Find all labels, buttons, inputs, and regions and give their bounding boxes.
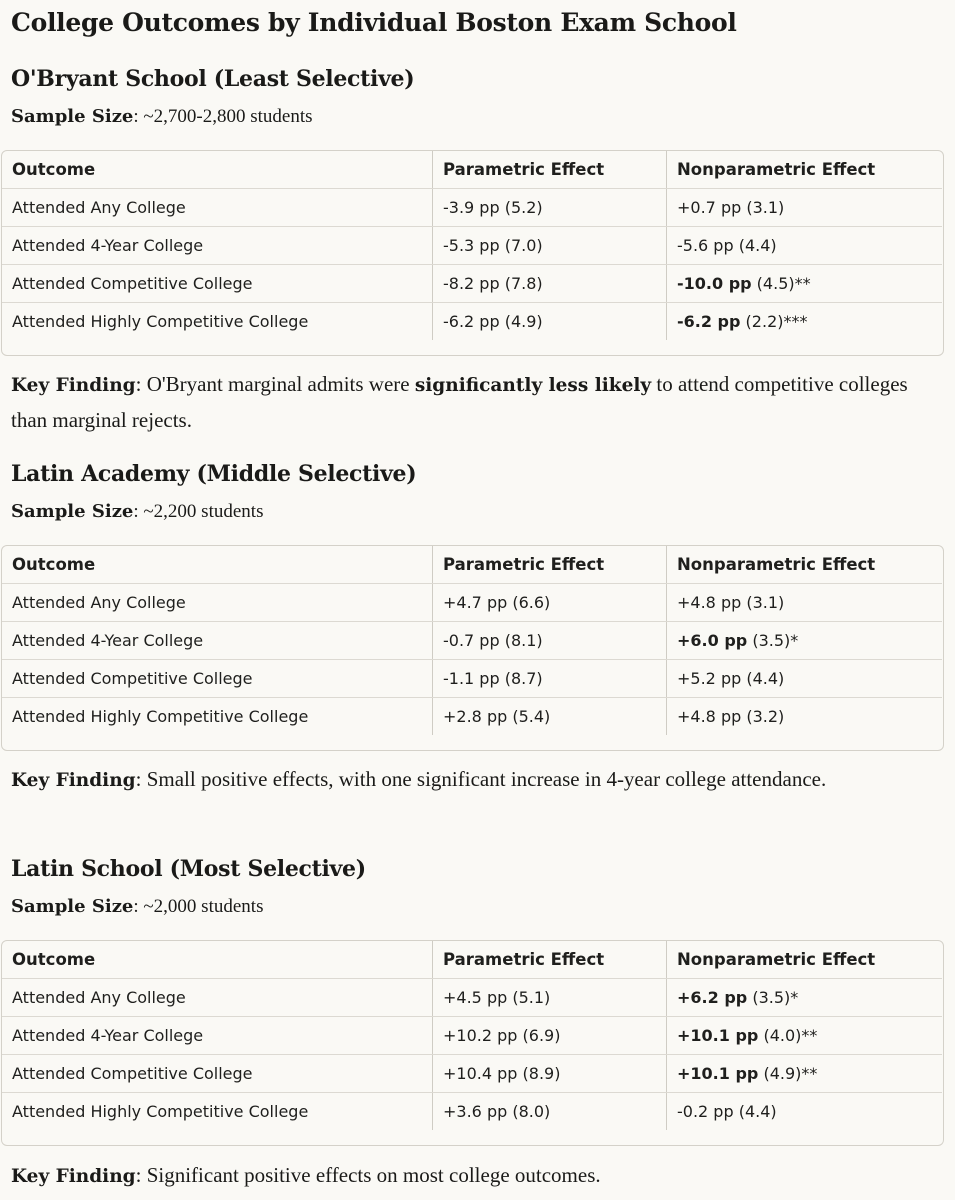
header-parametric: Parametric Effect bbox=[433, 151, 667, 189]
sample-size-value: : ~2,700-2,800 students bbox=[133, 106, 313, 127]
header-outcome: Outcome bbox=[2, 941, 433, 979]
cell-outcome: Attended Any College bbox=[2, 979, 433, 1017]
cell-nonparametric-bold: -6.2 pp bbox=[677, 312, 741, 331]
cell-nonparametric-rest: +4.8 pp (3.1) bbox=[677, 593, 785, 612]
table-row bbox=[2, 698, 942, 736]
table-row bbox=[2, 622, 942, 660]
cell-outcome: Attended Competitive College bbox=[2, 1055, 433, 1093]
header-nonparametric: Nonparametric Effect bbox=[667, 546, 943, 584]
sample-size bbox=[11, 896, 263, 918]
results-table bbox=[1, 150, 944, 356]
cell-nonparametric-rest: (3.5)* bbox=[747, 631, 799, 650]
cell-outcome: Attended 4-Year College bbox=[2, 1017, 433, 1055]
sample-size-label: Sample Size bbox=[11, 896, 134, 917]
sample-size bbox=[11, 106, 313, 128]
cell-nonparametric-rest: (4.0)** bbox=[758, 1026, 818, 1045]
cell-parametric: +2.8 pp (5.4) bbox=[433, 698, 667, 736]
table-header-row bbox=[2, 546, 942, 584]
key-finding-label: Key Finding bbox=[11, 375, 136, 396]
header-nonparametric: Nonparametric Effect bbox=[667, 941, 943, 979]
results-table bbox=[1, 940, 944, 1146]
cell-parametric: +3.6 pp (8.0) bbox=[433, 1093, 667, 1131]
key-finding-emphasis: significantly less likely bbox=[414, 375, 652, 396]
cell-nonparametric-rest: +0.7 pp (3.1) bbox=[677, 198, 785, 217]
key-finding-text-end: to attend competitive colleges than marginal rejects. bbox=[11, 372, 908, 432]
cell-parametric: +10.2 pp (6.9) bbox=[433, 1017, 667, 1055]
key-finding bbox=[11, 367, 911, 437]
key-finding-text: : Small positive effects, with one significant increase in 4-year college attendance. bbox=[135, 767, 827, 791]
table-header-row bbox=[2, 151, 942, 189]
table-header-row bbox=[2, 941, 942, 979]
table-row bbox=[2, 227, 942, 265]
cell-parametric: +4.7 pp (6.6) bbox=[433, 584, 667, 622]
cell-nonparametric bbox=[667, 189, 943, 227]
cell-nonparametric bbox=[667, 1055, 943, 1093]
cell-nonparametric-bold: +10.1 pp bbox=[677, 1026, 759, 1045]
page-title: College Outcomes by Individual Boston Exam School bbox=[11, 8, 737, 37]
cell-parametric: -8.2 pp (7.8) bbox=[433, 265, 667, 303]
cell-parametric: -6.2 pp (4.9) bbox=[433, 303, 667, 341]
header-parametric: Parametric Effect bbox=[433, 941, 667, 979]
key-finding-label: Key Finding bbox=[11, 1166, 136, 1187]
key-finding-text: : Significant positive effects on most college outcomes. bbox=[135, 1163, 601, 1187]
cell-nonparametric-bold: -10.0 pp bbox=[677, 274, 752, 293]
table-row bbox=[2, 265, 942, 303]
header-outcome: Outcome bbox=[2, 546, 433, 584]
table-row bbox=[2, 1017, 942, 1055]
cell-nonparametric bbox=[667, 979, 943, 1017]
cell-nonparametric bbox=[667, 227, 943, 265]
cell-outcome: Attended Competitive College bbox=[2, 660, 433, 698]
cell-outcome: Attended 4-Year College bbox=[2, 227, 433, 265]
table-row bbox=[2, 660, 942, 698]
cell-outcome: Attended 4-Year College bbox=[2, 622, 433, 660]
results-table bbox=[1, 545, 944, 751]
cell-nonparametric bbox=[667, 303, 943, 341]
cell-nonparametric-rest: +5.2 pp (4.4) bbox=[677, 669, 785, 688]
cell-parametric: +10.4 pp (8.9) bbox=[433, 1055, 667, 1093]
cell-nonparametric bbox=[667, 660, 943, 698]
key-finding bbox=[11, 762, 911, 798]
cell-outcome: Attended Highly Competitive College bbox=[2, 698, 433, 736]
cell-nonparametric-bold: +10.1 pp bbox=[677, 1064, 759, 1083]
key-finding-text: : O'Bryant marginal admits were bbox=[135, 372, 415, 396]
header-nonparametric: Nonparametric Effect bbox=[667, 151, 943, 189]
sample-size-value: : ~2,200 students bbox=[133, 501, 264, 522]
cell-outcome: Attended Any College bbox=[2, 584, 433, 622]
key-finding-label: Key Finding bbox=[11, 770, 136, 791]
key-finding bbox=[11, 1158, 911, 1194]
cell-nonparametric bbox=[667, 1017, 943, 1055]
sample-size-label: Sample Size bbox=[11, 501, 134, 522]
cell-nonparametric-bold: +6.2 pp bbox=[677, 988, 748, 1007]
table-row bbox=[2, 189, 942, 227]
sample-size-value: : ~2,000 students bbox=[133, 896, 264, 917]
table-row bbox=[2, 979, 942, 1017]
cell-parametric: -3.9 pp (5.2) bbox=[433, 189, 667, 227]
cell-nonparametric-rest: (2.2)*** bbox=[740, 312, 808, 331]
cell-nonparametric-bold: +6.0 pp bbox=[677, 631, 748, 650]
cell-outcome: Attended Any College bbox=[2, 189, 433, 227]
section-title: Latin School (Most Selective) bbox=[11, 856, 366, 882]
cell-nonparametric bbox=[667, 698, 943, 736]
cell-parametric: -0.7 pp (8.1) bbox=[433, 622, 667, 660]
cell-nonparametric-rest: -0.2 pp (4.4) bbox=[677, 1102, 777, 1121]
cell-nonparametric bbox=[667, 265, 943, 303]
table-row bbox=[2, 1093, 942, 1131]
cell-nonparametric-rest: (4.9)** bbox=[758, 1064, 818, 1083]
section-title: Latin Academy (Middle Selective) bbox=[11, 461, 417, 487]
cell-nonparametric-rest: -5.6 pp (4.4) bbox=[677, 236, 777, 255]
table-row bbox=[2, 1055, 942, 1093]
cell-parametric: +4.5 pp (5.1) bbox=[433, 979, 667, 1017]
cell-nonparametric bbox=[667, 584, 943, 622]
cell-parametric: -1.1 pp (8.7) bbox=[433, 660, 667, 698]
cell-nonparametric-rest: (4.5)** bbox=[751, 274, 811, 293]
sample-size-label: Sample Size bbox=[11, 106, 134, 127]
cell-parametric: -5.3 pp (7.0) bbox=[433, 227, 667, 265]
table-row bbox=[2, 584, 942, 622]
cell-outcome: Attended Highly Competitive College bbox=[2, 1093, 433, 1131]
table-row bbox=[2, 303, 942, 341]
cell-nonparametric bbox=[667, 622, 943, 660]
cell-nonparametric-rest: (3.5)* bbox=[747, 988, 799, 1007]
cell-outcome: Attended Highly Competitive College bbox=[2, 303, 433, 341]
header-parametric: Parametric Effect bbox=[433, 546, 667, 584]
header-outcome: Outcome bbox=[2, 151, 433, 189]
sample-size bbox=[11, 501, 263, 523]
section-title: O'Bryant School (Least Selective) bbox=[11, 66, 415, 92]
cell-nonparametric-rest: +4.8 pp (3.2) bbox=[677, 707, 785, 726]
cell-nonparametric bbox=[667, 1093, 943, 1131]
cell-outcome: Attended Competitive College bbox=[2, 265, 433, 303]
